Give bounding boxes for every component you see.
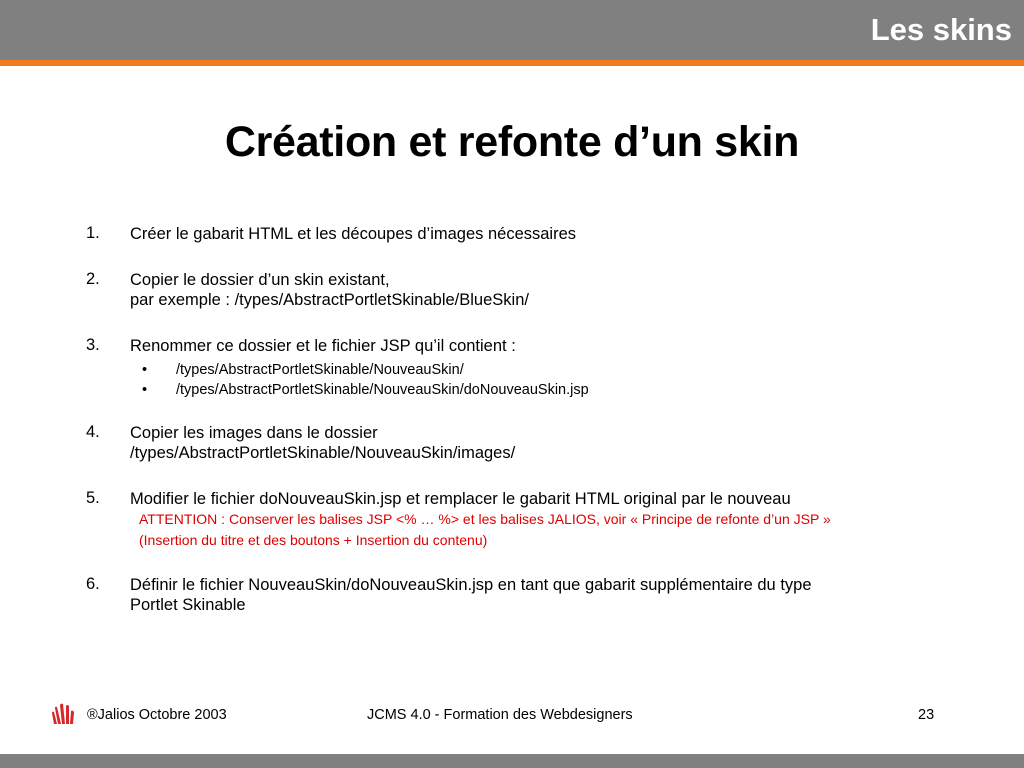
path-text: /types/AbstractPortletSkinable/NouveauSkin/images/ <box>130 444 516 462</box>
section-title: Les skins <box>870 12 1012 47</box>
step-text: Modifier le fichier doNouveauSkin.jsp et remplacer le gabarit HTML original par le nouveau <box>130 490 791 508</box>
step-number: 1. <box>86 224 100 242</box>
path-text: NouveauSkin/doNouveauSkin.jsp <box>248 576 494 594</box>
step-number: 4. <box>86 423 100 441</box>
step-number: 5. <box>86 489 100 507</box>
bottom-bar <box>0 754 1024 768</box>
page-number: 23 <box>918 707 935 723</box>
step-text-prefix: Définir le fichier <box>130 576 249 594</box>
step-text-line2 <box>130 290 936 310</box>
header-accent-line <box>0 60 1024 66</box>
step-number: 2. <box>86 270 100 288</box>
sub-list <box>130 360 936 400</box>
step-text: Créer le gabarit HTML et les découpes d’images nécessaires <box>130 225 577 243</box>
step-text-prefix: par exemple : <box>130 291 235 309</box>
step-2 <box>86 270 936 310</box>
jalios-logo-icon <box>51 703 75 729</box>
step-4 <box>86 423 936 463</box>
attention-note-detail: (Insertion du titre et des boutons + Insertion du contenu) <box>139 532 488 548</box>
bullet-icon: • <box>142 382 148 398</box>
slide-title: Création et refonte d’un skin <box>224 118 800 166</box>
footer-copyright: ®Jalios Octobre 2003 <box>87 707 227 723</box>
sub-list-item <box>130 380 936 400</box>
steps-list <box>86 224 936 615</box>
step-number: 3. <box>86 336 100 354</box>
step-6 <box>86 575 936 615</box>
step-text-suffix: en tant que gabarit supplémentaire du type <box>493 576 812 594</box>
step-text: Copier les images dans le dossier <box>130 424 378 442</box>
bullet-icon: • <box>142 362 148 378</box>
path-text: /types/AbstractPortletSkinable/NouveauSkin/ <box>176 362 464 378</box>
path-text: /types/AbstractPortletSkinable/BlueSkin/ <box>234 291 529 309</box>
step-5 <box>86 489 936 551</box>
sub-list-item <box>130 360 936 380</box>
footer-course-title: JCMS 4.0 - Formation des Webdesigners <box>367 707 633 723</box>
step-number: 6. <box>86 575 100 593</box>
step-3 <box>86 336 936 400</box>
step-text: Copier le dossier d’un skin existant, <box>130 271 390 289</box>
step-1 <box>86 224 936 244</box>
path-text: /types/AbstractPortletSkinable/NouveauSkin/doNouveauSkin.jsp <box>176 382 589 398</box>
step-text <box>130 575 936 595</box>
step-text: Renommer ce dossier et le fichier JSP qu’il contient : <box>130 337 516 355</box>
step-text-line2: Portlet Skinable <box>130 596 246 614</box>
footer <box>0 705 1024 727</box>
attention-note: ATTENTION : Conserver les balises JSP <% … %> et les balises JALIOS, voir « Principe de refonte d’un JSP » <box>139 511 831 527</box>
